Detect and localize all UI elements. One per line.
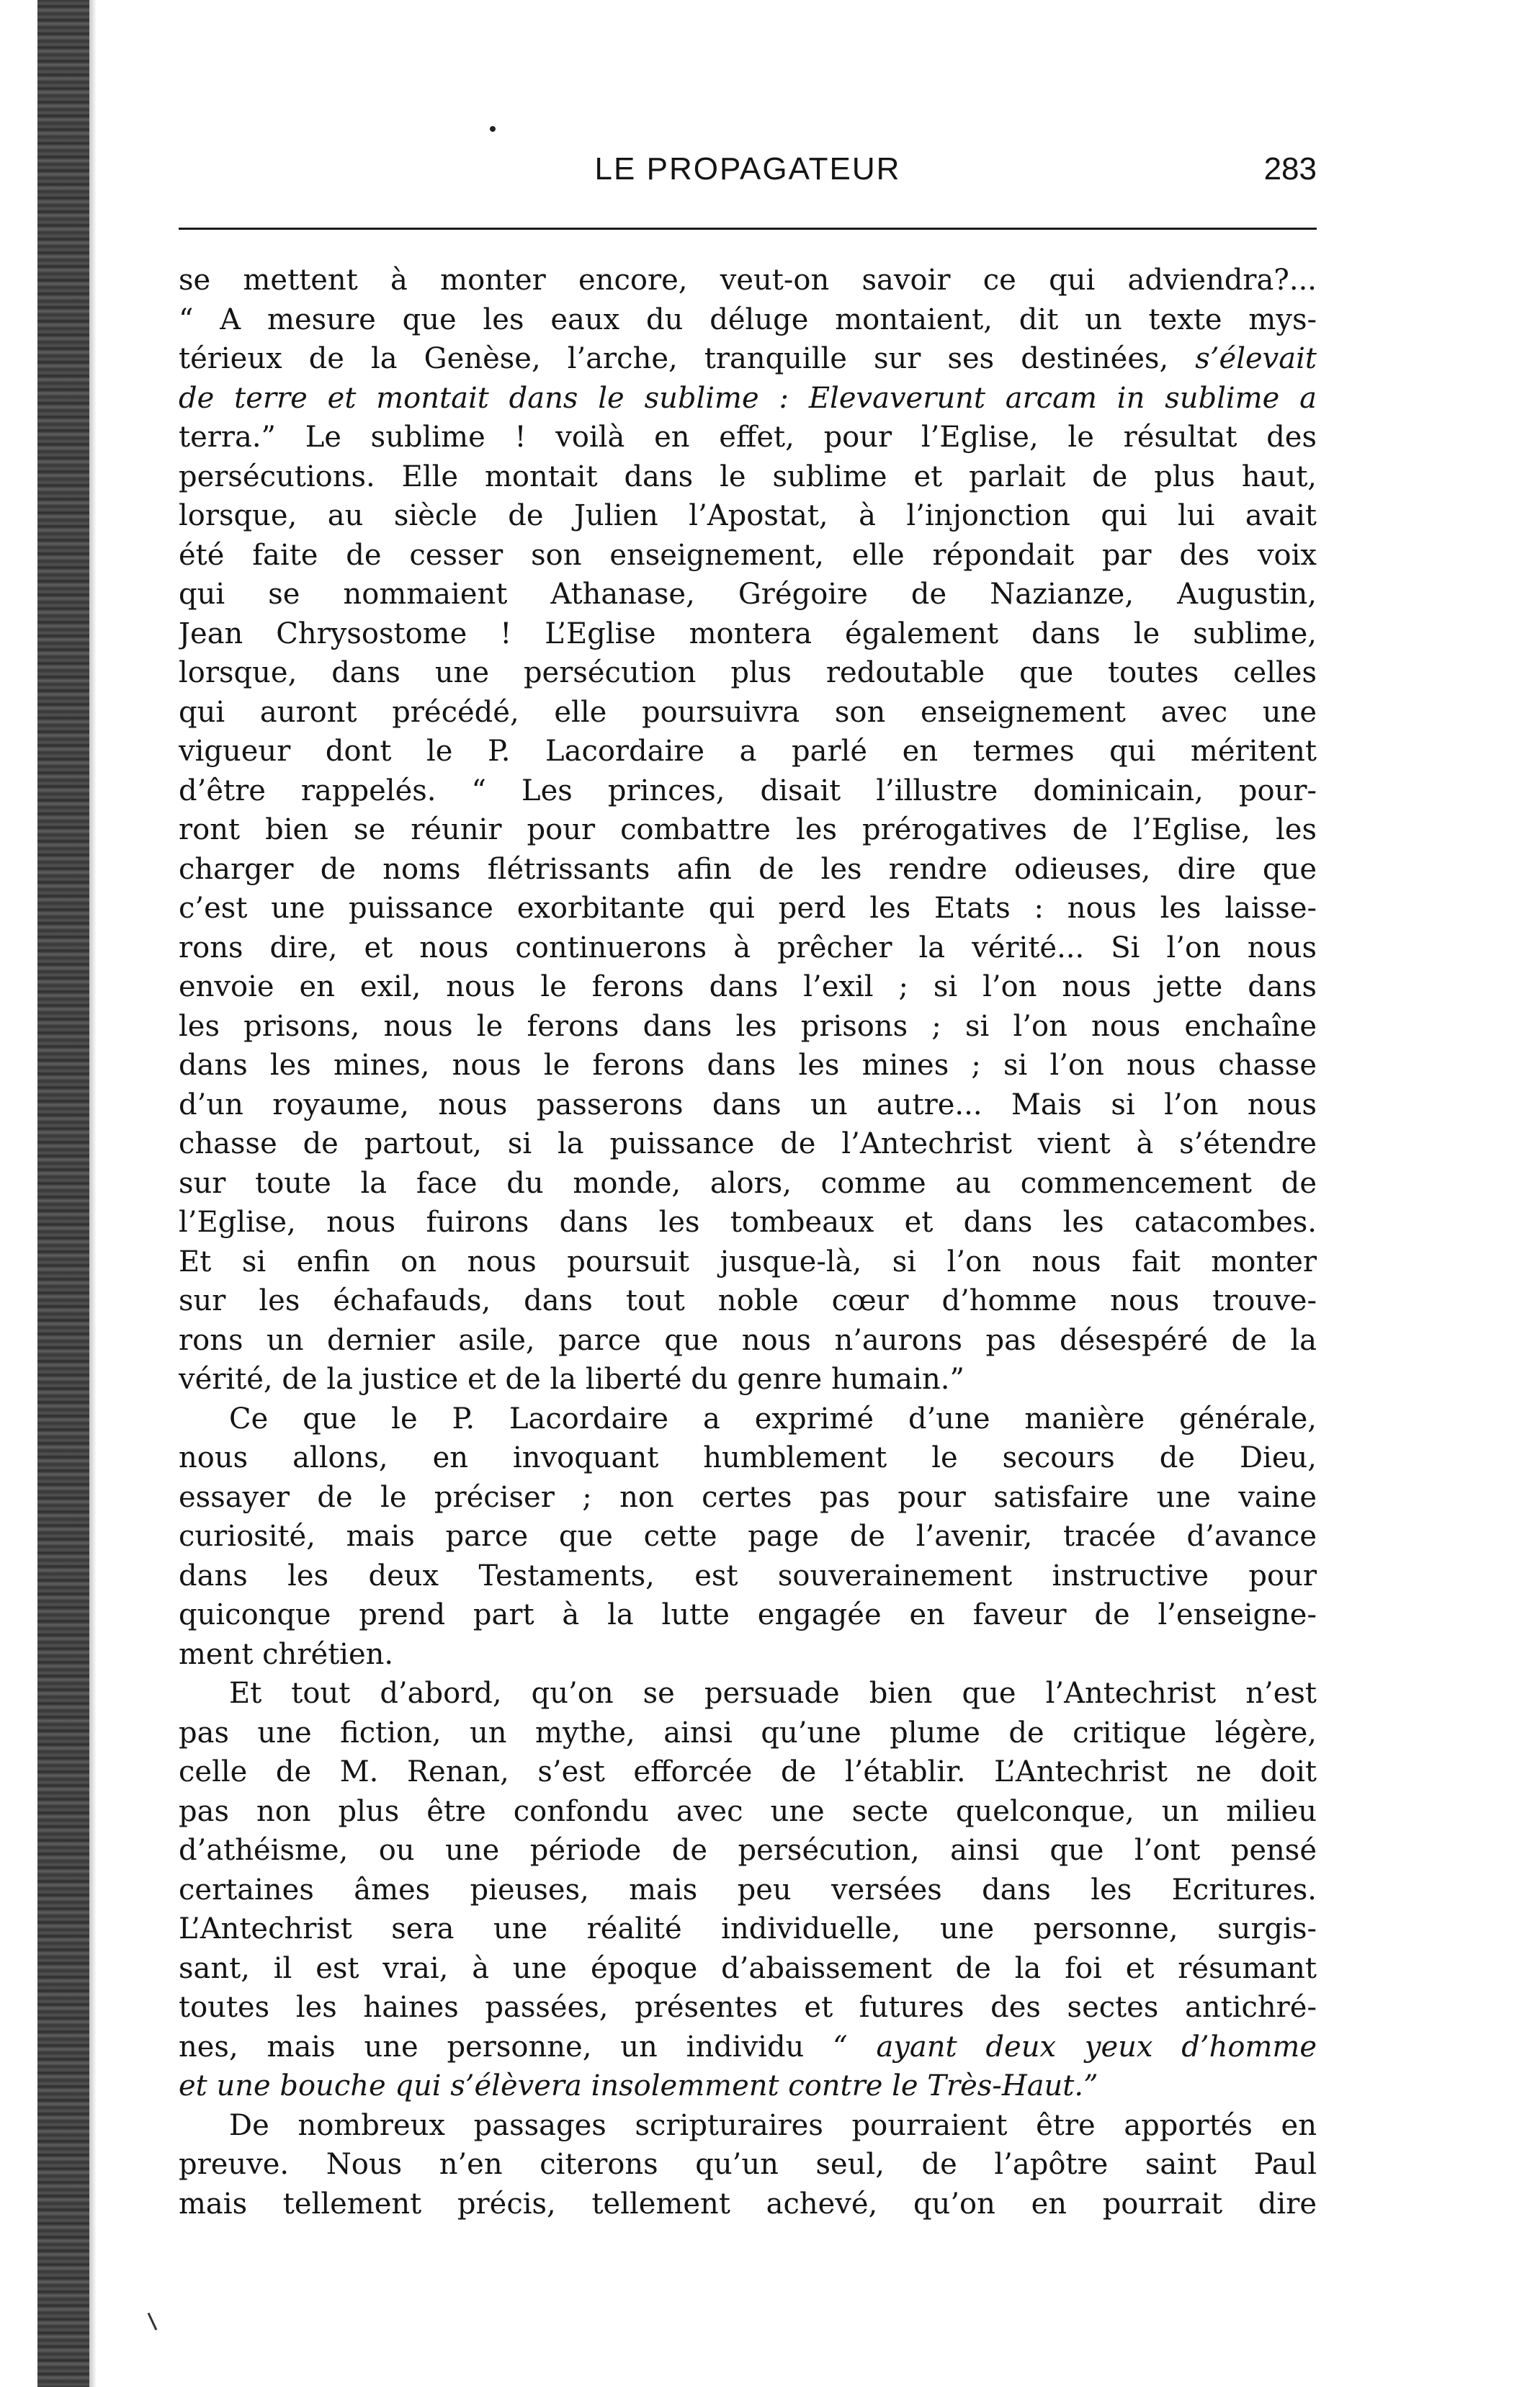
text-line: qui se nommaient Athanase, Grégoire de Nazianze, Augustin, [179, 578, 1317, 611]
italic-line: et une bouche qui s’élèvera insolemment contre le Très-Haut.” [179, 2069, 1098, 2102]
text-line: persécutions. Elle montait dans le sublime et parlait de plus haut, [179, 460, 1317, 493]
text-line: “ A mesure que les eaux du déluge montaient, dit un texte mys- [179, 303, 1317, 336]
text-line: De nombreux passages scripturaires pourraient être apportés en [229, 2108, 1317, 2142]
text-line: d’un royaume, nous passerons dans un autre... Mais si l’on nous [179, 1088, 1317, 1121]
text-line: se mettent à monter encore, veut-on savoir ce qui adviendra?... [179, 264, 1317, 297]
text-line: terra.” Le sublime ! voilà en effet, pour l’Eglise, le résultat des [179, 421, 1317, 454]
text-line: l’Eglise, nous fuirons dans les tombeaux et dans les catacombes. [179, 1206, 1317, 1239]
text-line: Jean Chrysostome ! L’Eglise montera également dans le sublime, [179, 617, 1317, 650]
text-line: lorsque, dans une persécution plus redoutable que toutes celles [179, 656, 1317, 689]
text-line: mais tellement précis, tellement achevé, qu’on en pourrait dire [179, 2187, 1317, 2221]
italic-phrase: “ ayant deux yeux d’homme [833, 2030, 1317, 2064]
text-line: essayer de le préciser ; non certes pas pour satisfaire une vaine [179, 1480, 1317, 1514]
text-line: Et si enfin on nous poursuit jusque-là, si l’on nous fait monter [179, 1245, 1317, 1278]
text-line: dans les deux Testaments, est souverainement instructive pour [179, 1559, 1317, 1593]
text-line: rons un dernier asile, parce que nous n’aurons pas désespéré de la [179, 1323, 1317, 1357]
text-line: toutes les haines passées, présentes et futures des sectes antichré- [179, 1991, 1317, 2024]
text-line: vigueur dont le P. Lacordaire a parlé en termes qui méritent [179, 735, 1317, 768]
text-line: ront bien se réunir pour combattre les prérogatives de l’Eglise, les [179, 813, 1317, 846]
running-title: LE PROPAGATEUR [594, 151, 901, 187]
text-line: rons dire, et nous continuerons à prêcher la vérité... Si l’on nous [179, 931, 1317, 964]
text-line: sur toute la face du monde, alors, comme au commencement de [179, 1166, 1317, 1200]
text-line: preuve. Nous n’en citerons qu’un seul, de l’apôtre saint Paul [179, 2148, 1317, 2181]
text-line: nous allons, en invoquant humblement le secours de Dieu, [179, 1441, 1317, 1474]
text-line: pas non plus être confondu avec une secte quelconque, un milieu [179, 1794, 1317, 1828]
text-line: vérité, de la justice et de la liberté du genre humain.” [179, 1363, 964, 1396]
text-line: certaines âmes pieuses, mais peu versées dans les Ecritures. [179, 1873, 1317, 1907]
text-line: Et tout d’abord, qu’on se persuade bien que l’Antechrist n’est [229, 1677, 1317, 1710]
text-line [179, 2066, 1317, 2106]
text-line: quiconque prend part à la lutte engagée en faveur de l’enseigne- [179, 1598, 1317, 1631]
text-line: les prisons, nous le ferons dans les prisons ; si l’on nous enchaîne [179, 1009, 1317, 1043]
text-line: Ce que le P. Lacordaire a exprimé d’une manière générale, [229, 1402, 1317, 1436]
text-line: été faite de cesser son enseignement, elle répondait par des voix [179, 538, 1317, 572]
text-line: pas une fiction, un mythe, ainsi qu’une plume de critique légère, [179, 1716, 1317, 1750]
text-line: sur les échafauds, dans tout noble cœur d’homme nous trouve- [179, 1284, 1317, 1317]
italic-line: de terre et montait dans le sublime : Elevaverunt arcam in sublime a [179, 381, 1317, 415]
text-line: dans les mines, nous le ferons dans les mines ; si l’on nous chasse [179, 1049, 1317, 1082]
body-text [179, 261, 1317, 2223]
italic-phrase: s’élevait [1195, 342, 1317, 375]
book-binding-edge [37, 0, 89, 2387]
text-line: ment chrétien. [179, 1637, 394, 1671]
text-line: L’Antechrist sera une réalité individuelle, une personne, surgis- [179, 1912, 1317, 1945]
page-number: 283 [1263, 151, 1317, 187]
text-line: nes, mais une personne, un individu “ ayant deux yeux d’homme [179, 2030, 1317, 2064]
text-line: d’être rappelés. “ Les princes, disait l’illustre dominicain, pour- [179, 774, 1317, 807]
text-line [179, 379, 1317, 418]
running-head [179, 144, 1317, 202]
text-line: qui auront précédé, elle poursuivra son enseignement avec une [179, 695, 1317, 729]
text-line: charger de noms flétrissants afin de les rendre odieuses, dire que [179, 852, 1317, 886]
text-line: sant, il est vrai, à une époque d’abaissement de la foi et résumant [179, 1951, 1317, 1985]
text-line: envoie en exil, nous le ferons dans l’exil ; si l’on nous jette dans [179, 970, 1317, 1003]
text-line: curiosité, mais parce que cette page de l’avenir, tracée d’avance [179, 1520, 1317, 1553]
text-line: lorsque, au siècle de Julien l’Apostat, à l’injonction qui lui avait [179, 499, 1317, 532]
text-line: térieux de la Genèse, l’arche, tranquille sur ses destinées, s’élevait [179, 342, 1317, 375]
text-line: c’est une puissance exorbitante qui perd les Etats : nous les laisse- [179, 892, 1317, 925]
print-speck [490, 126, 496, 132]
header-rule [179, 228, 1317, 230]
text-line: celle de M. Renan, s’est efforcée de l’établir. L’Antechrist ne doit [179, 1755, 1317, 1788]
text-line: d’athéisme, ou une période de persécution, ainsi que l’ont pensé [179, 1834, 1317, 1867]
text-line: chasse de partout, si la puissance de l’Antechrist vient à s’étendre [179, 1127, 1317, 1160]
print-mark [148, 2313, 158, 2331]
